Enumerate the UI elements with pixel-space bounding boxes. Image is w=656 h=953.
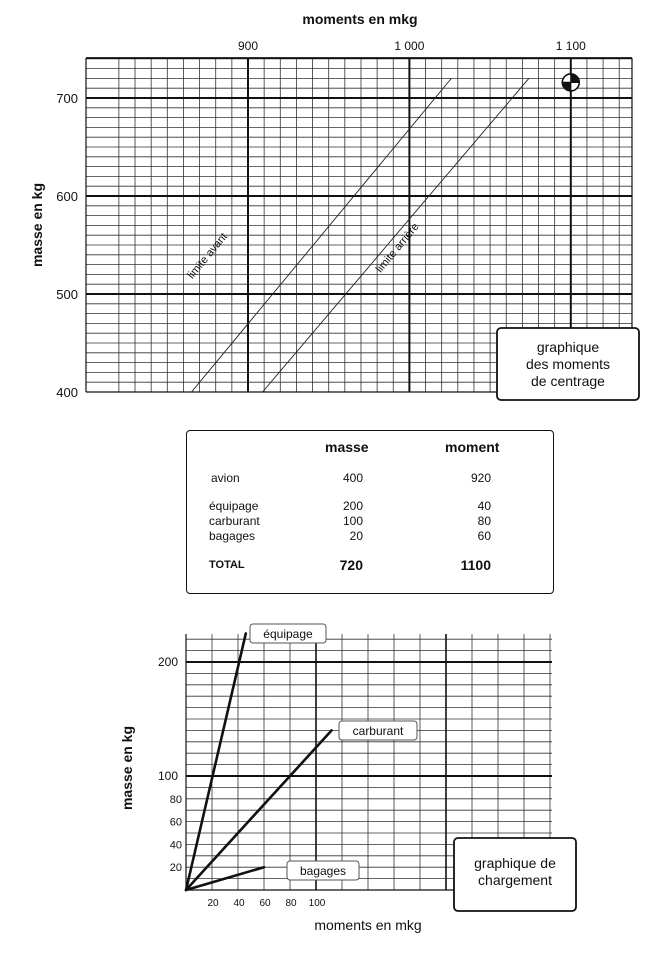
y-tick-label: 600 bbox=[56, 189, 78, 204]
limit-label-arriere: limite arrière bbox=[373, 220, 422, 276]
col-header-masse: masse bbox=[325, 439, 369, 455]
row-label: équipage bbox=[209, 499, 259, 513]
y-axis-label: masse en kg bbox=[119, 725, 135, 811]
x-axis-label: moments en mkg bbox=[314, 917, 422, 933]
y-tick-label: 700 bbox=[56, 91, 78, 106]
series-label-carburant: carburant bbox=[352, 724, 404, 738]
row-moment: 80 bbox=[477, 514, 491, 528]
y-tick-label: 60 bbox=[169, 816, 182, 829]
y-tick-label: 80 bbox=[169, 793, 182, 806]
limit-label-avant: limite avant bbox=[185, 230, 231, 282]
row-label: bagages bbox=[209, 529, 256, 543]
row-masse: 200 bbox=[342, 499, 363, 513]
y-axis-label: masse en kg bbox=[29, 182, 45, 268]
y-tick-label: 400 bbox=[56, 385, 78, 400]
y-tick-label: 200 bbox=[157, 655, 178, 669]
row-label: avion bbox=[211, 471, 240, 485]
series-label-bagages: bagages bbox=[299, 864, 347, 878]
chart-box-text: graphique de bbox=[474, 855, 556, 871]
x-tick-label: 80 bbox=[285, 898, 297, 909]
row-masse: 20 bbox=[349, 529, 363, 543]
chart-box-text: graphique bbox=[536, 339, 600, 355]
row-label: carburant bbox=[209, 514, 260, 528]
x-tick-label: 20 bbox=[207, 898, 219, 909]
row-masse: 100 bbox=[342, 514, 363, 528]
chart-box-text: chargement bbox=[478, 872, 552, 888]
chart-box-text: des moments bbox=[525, 356, 611, 372]
row-moment: 920 bbox=[470, 471, 491, 485]
y-tick-label: 100 bbox=[157, 769, 178, 783]
series-label-equipage: équipage bbox=[263, 627, 313, 641]
total-label: TOTAL bbox=[209, 559, 245, 571]
y-tick-label: 500 bbox=[56, 287, 78, 302]
chart-box-text: de centrage bbox=[531, 373, 605, 389]
x-tick-label: 40 bbox=[233, 898, 245, 909]
series-line-equipage bbox=[186, 634, 246, 891]
row-masse: 400 bbox=[342, 471, 363, 485]
y-tick-label: 20 bbox=[169, 862, 182, 875]
col-header-moment: moment bbox=[445, 439, 500, 455]
x-tick-label: 1 100 bbox=[555, 39, 586, 53]
x-tick-label: 100 bbox=[308, 898, 326, 909]
chart-title: moments en mkg bbox=[302, 11, 418, 27]
row-moment: 40 bbox=[477, 499, 491, 513]
y-tick-label: 40 bbox=[169, 839, 182, 852]
x-tick-label: 60 bbox=[259, 898, 271, 909]
x-tick-label: 900 bbox=[237, 39, 259, 53]
row-moment: 60 bbox=[477, 529, 491, 543]
total-moment: 1100 bbox=[460, 557, 491, 573]
total-masse: 720 bbox=[339, 557, 363, 573]
x-tick-label: 1 000 bbox=[394, 39, 425, 53]
